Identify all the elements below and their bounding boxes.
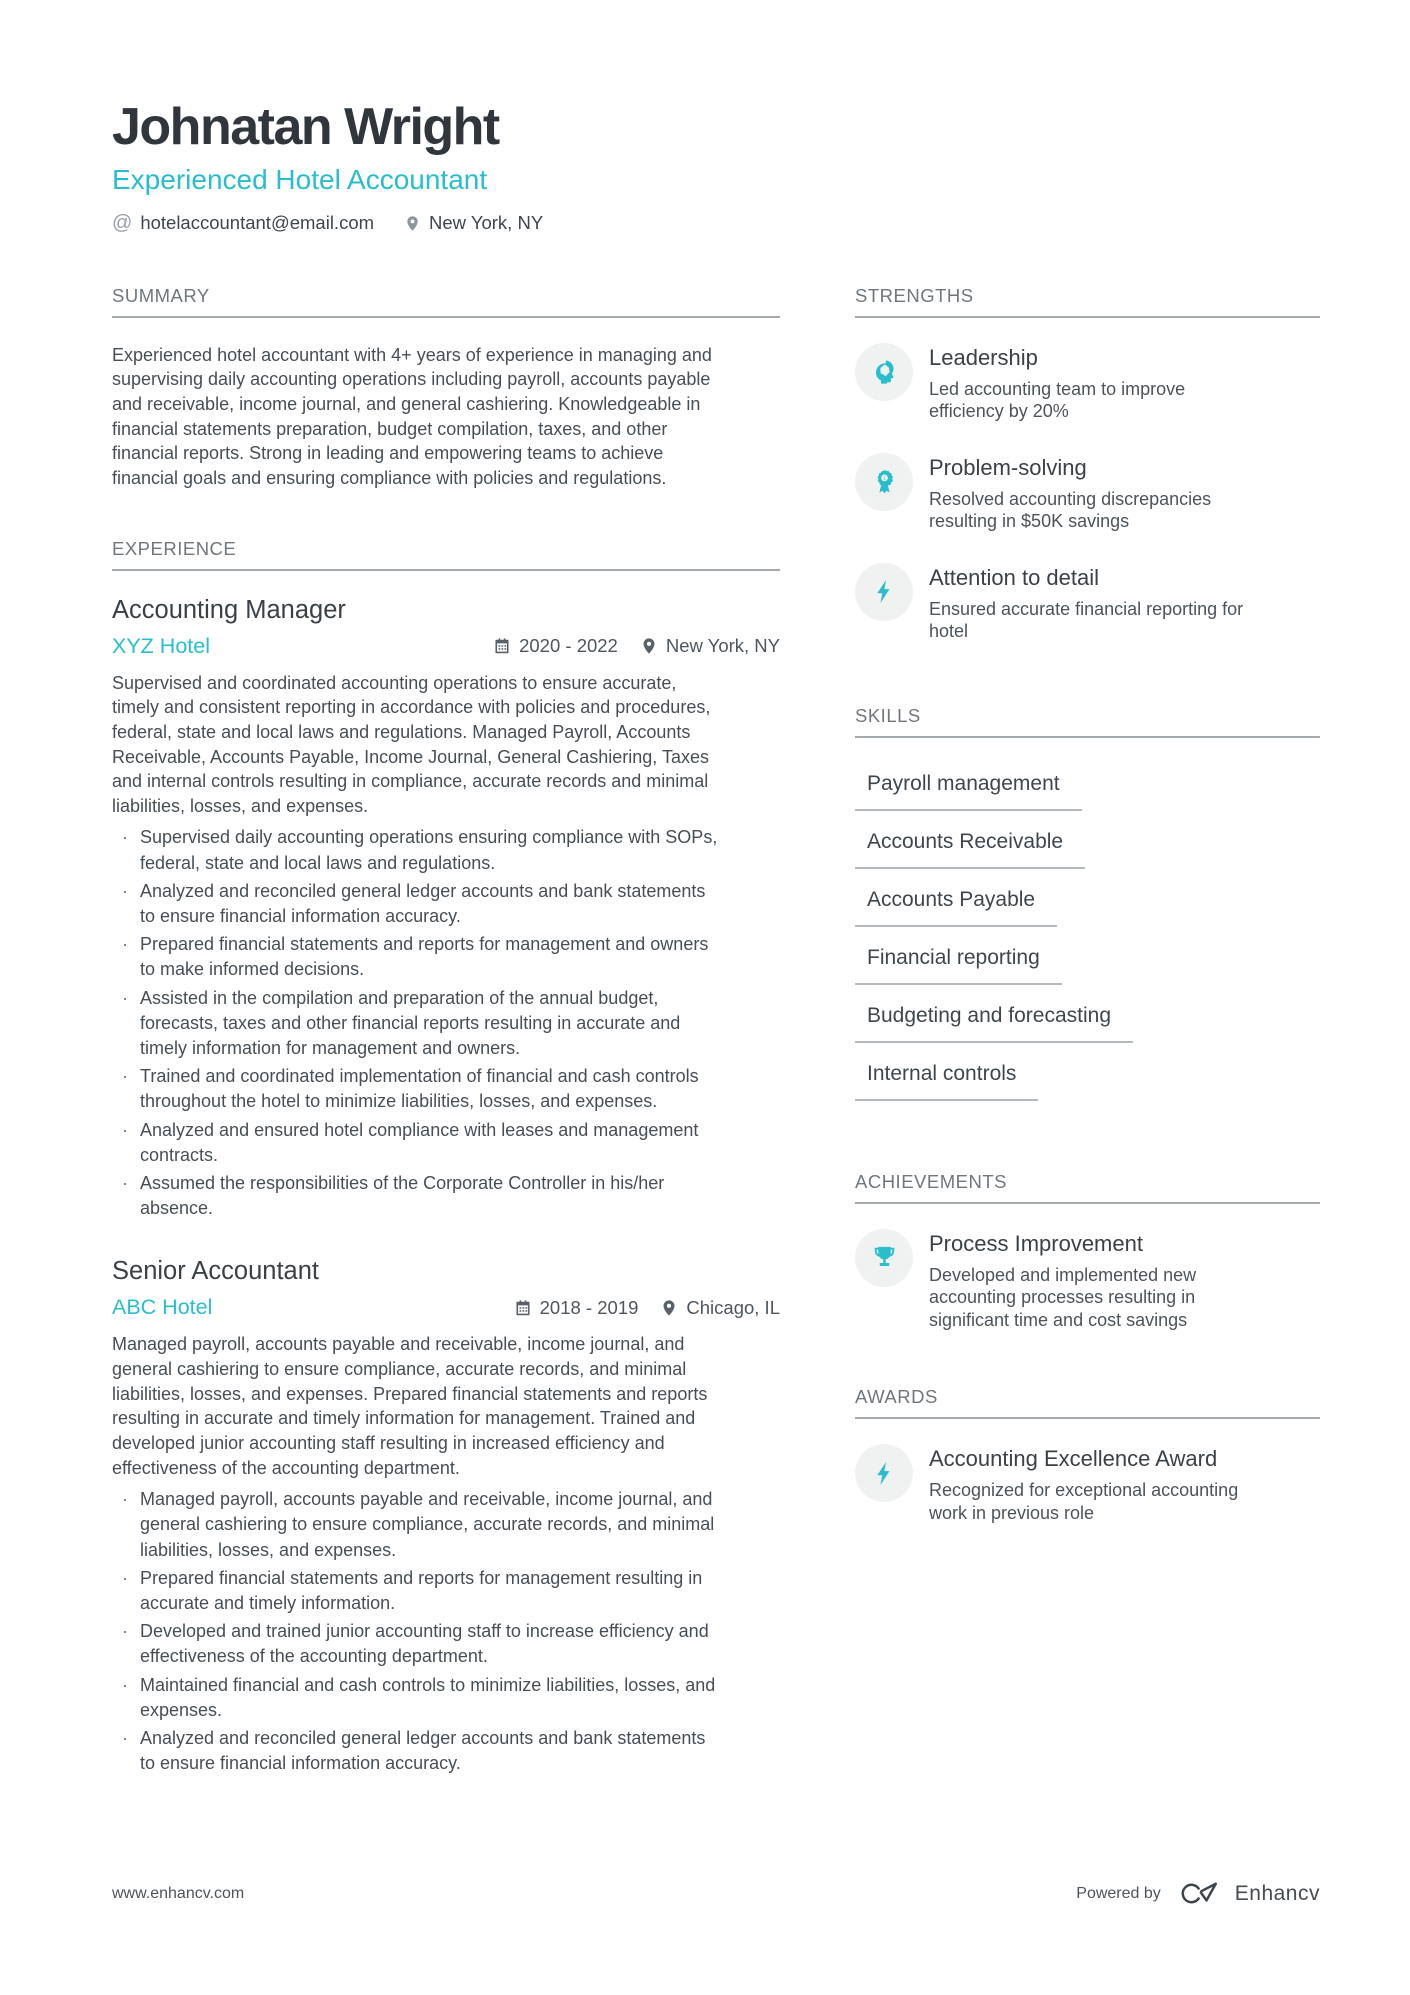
experience-heading: EXPERIENCE xyxy=(112,538,780,571)
skill-item: Payroll management xyxy=(855,772,1082,811)
strength-item xyxy=(855,453,1320,533)
lightning-icon xyxy=(855,1444,913,1502)
calendar-icon xyxy=(493,637,511,655)
achievements-heading: ACHIEVEMENTS xyxy=(855,1171,1320,1204)
job-meta xyxy=(493,635,780,657)
bullet-item: · Managed payroll, accounts payable and receivable, income journal, and general cashiering to ensure compliance, accurate records, and minimal liabilities, losses, and expenses. xyxy=(112,1487,722,1563)
achievements-section xyxy=(855,1171,1320,1332)
job-location-text: New York, NY xyxy=(665,635,780,657)
strength-description: Led accounting team to improve efficiency by 20% xyxy=(929,378,1186,422)
summary-heading: SUMMARY xyxy=(112,285,780,318)
achievement-title: Process Improvement xyxy=(929,1230,1143,1256)
job-entry xyxy=(112,1257,780,1776)
strength-title: Leadership xyxy=(929,344,1038,370)
skill-item: Internal controls xyxy=(855,1062,1038,1101)
strengths-section xyxy=(855,285,1320,643)
footer-site-link[interactable]: www.enhancv.com xyxy=(112,1884,245,1902)
strength-title: Attention to detail xyxy=(929,564,1100,590)
location-text: New York, NY xyxy=(429,212,544,234)
skill-item: Accounts Receivable xyxy=(855,830,1085,869)
email-text: hotelaccountant@email.com xyxy=(140,212,375,234)
brain-icon xyxy=(855,343,913,401)
strength-item xyxy=(855,343,1320,423)
awards-heading: AWARDS xyxy=(855,1386,1320,1419)
job-location-text: Chicago, IL xyxy=(686,1296,780,1318)
summary-text: Experienced hotel accountant with 4+ years of experience in managing and supervising daily accounting operations including payroll, accounts payable and receivable, income journal, and general cashiering. Knowledgeable in financial statements preparation, budget compilation, taxes, and other financial reports. Strong in leading and empowering teams to achieve financial goals and ensuring compliance with policies and regulations. xyxy=(112,344,712,488)
job-dates-text: 2018 - 2019 xyxy=(539,1296,639,1318)
bullet-item: · Analyzed and ensured hotel compliance with leases and management contracts. xyxy=(112,1118,722,1168)
job-entry xyxy=(112,596,780,1222)
job-location xyxy=(660,1297,780,1319)
bullet-item: · Maintained financial and cash controls to minimize liabilities, losses, and expenses. xyxy=(112,1673,722,1723)
award-title: Accounting Excellence Award xyxy=(929,1446,1218,1472)
bullet-item: · Analyzed and reconciled general ledger accounts and bank statements to ensure financial information accuracy. xyxy=(112,1726,722,1776)
bullet-item: · Trained and coordinated implementation of financial and cash controls throughout the hotel to minimize liabilities, losses, and expenses. xyxy=(112,1064,722,1114)
enhancv-brand-name: Enhancv xyxy=(1234,1881,1320,1905)
candidate-name: Johnatan Wright xyxy=(112,98,499,156)
enhancv-logo-icon xyxy=(1175,1880,1225,1907)
page-footer xyxy=(112,1880,1320,1907)
achievement-description: Developed and implemented new accounting processes resulting in significant time and cost savings xyxy=(929,1264,1197,1330)
main-column xyxy=(112,285,780,1777)
skill-item: Financial reporting xyxy=(855,946,1062,985)
strength-description: Ensured accurate financial reporting for hotel xyxy=(929,598,1244,642)
trophy-icon xyxy=(855,1229,913,1287)
location-contact xyxy=(404,212,543,234)
strength-item xyxy=(855,563,1320,643)
experience-section xyxy=(112,538,780,1777)
job-dates xyxy=(514,1297,639,1319)
award-item xyxy=(855,1444,1320,1524)
job-bullets xyxy=(112,825,780,1221)
awards-section xyxy=(855,1386,1320,1524)
skills-section xyxy=(855,705,1320,1101)
lightning-icon xyxy=(855,563,913,621)
bullet-item: · Developed and trained junior accounting staff to increase efficiency and effectiveness of the accounting department. xyxy=(112,1619,722,1669)
contact-row xyxy=(112,212,1320,235)
calendar-icon xyxy=(514,1299,532,1317)
email-contact xyxy=(112,212,374,235)
job-title: Senior Accountant xyxy=(112,1257,319,1286)
bullet-item: · Prepared financial statements and reports for management resulting in accurate and timely information. xyxy=(112,1566,722,1616)
job-description: Managed payroll, accounts payable and receivable, income journal, and general cashiering to ensure compliance, accurate records, and minimal liabilities, losses, and expenses. Prepared financial statements and reports resulting in accurate and timely information for management. Trained and developed junior accounting staff resulting in increased efficiency and effectiveness of the accounting department. xyxy=(112,1334,708,1478)
job-bullets xyxy=(112,1487,780,1776)
job-location xyxy=(640,635,780,657)
achievement-item xyxy=(855,1229,1320,1332)
at-icon: @ xyxy=(112,211,133,234)
pin-icon xyxy=(660,1299,678,1317)
candidate-title: Experienced Hotel Accountant xyxy=(112,163,488,195)
skills-list xyxy=(855,772,1320,1101)
skills-heading: SKILLS xyxy=(855,705,1320,738)
job-dates-text: 2020 - 2022 xyxy=(519,635,618,657)
bullet-item: · Assisted in the compilation and preparation of the annual budget, forecasts, taxes and other financial reports resulting in accurate and timely information for management and owners. xyxy=(112,986,722,1062)
pin-icon xyxy=(640,637,658,655)
job-description: Supervised and coordinated accounting operations to ensure accurate, timely and consistent reporting in accordance with policies and procedures, federal, state and local laws and regulations. Managed Payroll, Accounts Receivable, Accounts Payable, Income Journal, General Cashiering, Taxes and internal controls resulting in compliance, accurate records and minimal liabilities, losses, and expenses. xyxy=(112,672,711,816)
company-name: ABC Hotel xyxy=(112,1295,213,1320)
job-dates xyxy=(493,635,618,657)
sidebar-column xyxy=(855,285,1320,1525)
pin-icon xyxy=(404,215,421,232)
strength-title: Problem-solving xyxy=(929,454,1087,480)
enhancv-brand-link[interactable] xyxy=(1175,1880,1320,1907)
powered-by-label: Powered by xyxy=(1076,1884,1161,1902)
bullet-item: · Assumed the responsibilities of the Corporate Controller in his/her absence. xyxy=(112,1171,722,1221)
job-title: Accounting Manager xyxy=(112,595,346,624)
company-name: XYZ Hotel xyxy=(112,633,210,658)
strength-description: Resolved accounting discrepancies resulting in $50K savings xyxy=(929,488,1212,532)
resume-header xyxy=(112,100,1320,235)
bullet-item: · Prepared financial statements and reports for management and owners to make informed decisions. xyxy=(112,932,722,982)
bullet-item: · Supervised daily accounting operations ensuring compliance with SOPs, federal, state and local laws and regulations. xyxy=(112,825,722,875)
strengths-heading: STRENGTHS xyxy=(855,285,1320,318)
summary-section xyxy=(112,285,780,491)
bullet-item: · Analyzed and reconciled general ledger accounts and bank statements to ensure financial information accuracy. xyxy=(112,879,722,929)
job-meta xyxy=(514,1297,780,1319)
medal-icon xyxy=(855,453,913,511)
skill-item: Accounts Payable xyxy=(855,888,1057,927)
skill-item: Budgeting and forecasting xyxy=(855,1004,1133,1043)
award-description: Recognized for exceptional accounting work in previous role xyxy=(929,1480,1239,1523)
